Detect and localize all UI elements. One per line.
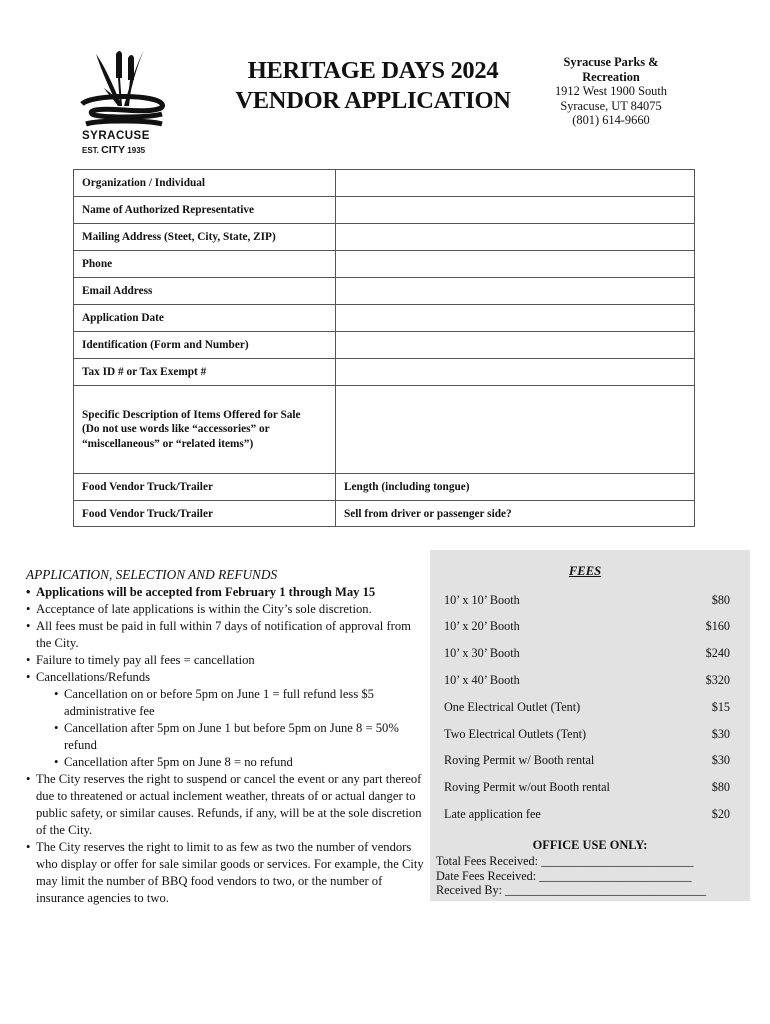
phone-field[interactable] (336, 251, 695, 278)
logo-city-name: SYRACUSE (82, 130, 150, 142)
fee-name: Roving Permit w/ Booth rental (444, 753, 595, 767)
fee-amount: $15 (711, 700, 730, 714)
org-name-line-2: Recreation (582, 69, 640, 84)
sub-list-item: • Cancellation after 5pm on June 1 but before 5pm on June 8 = 50% refund (36, 720, 426, 754)
fee-row (444, 780, 730, 796)
form-row (74, 359, 695, 386)
fee-name: 10’ x 20’ Booth (444, 619, 520, 633)
fee-name: 10’ x 10’ Booth (444, 593, 520, 607)
fee-row (444, 700, 730, 716)
fee-row (444, 807, 730, 823)
fee-row (444, 593, 730, 609)
list-item: • All fees must be paid in full within 7 days of notification of approval from the City. (26, 618, 426, 652)
fee-amount: $30 (711, 727, 730, 741)
list-item: • The City reserves the right to limit to as few as two the number of vendors who display or offer for sale similar goods or services. For example, the City may limit the number of BBQ food vendors to two, or the number of insurance agencies to two. (26, 839, 426, 907)
fees-title: FEES (568, 564, 602, 578)
form-label: Tax ID # or Tax Exempt # (74, 359, 336, 386)
description-label-line: “miscellaneous” or “related items”) (82, 437, 254, 450)
fee-amount: $320 (705, 673, 730, 687)
form-row (74, 305, 695, 332)
total-fees-received-field[interactable]: Total Fees Received: _________________________ (436, 854, 694, 868)
form-row (74, 501, 695, 527)
list-item: • Failure to timely pay all fees = cancellation (26, 652, 426, 669)
form-row (74, 170, 695, 197)
email-field[interactable] (336, 278, 695, 305)
form-label (74, 386, 336, 474)
form-row (74, 197, 695, 224)
list-item: • The City reserves the right to suspend or cancel the event or any part thereof due to threatened or actual inclement weather, threats of or actual danger to public safety, or similar causes. Refunds, if any, will be at the sole discretion of the City. (26, 771, 426, 839)
form-label: Identification (Form and Number) (74, 332, 336, 359)
fee-row (444, 753, 730, 769)
truck-side-field[interactable]: Sell from driver or passenger side? (336, 501, 695, 527)
organization-field[interactable] (336, 170, 695, 197)
fee-row (444, 727, 730, 743)
description-label-line: Specific Description of Items Offered for Sale (82, 408, 301, 421)
form-label: Organization / Individual (74, 170, 336, 197)
title-line-1: HERITAGE DAYS 2024 (247, 57, 499, 84)
form-label: Food Vendor Truck/Trailer (74, 474, 336, 501)
form-label: Email Address (74, 278, 336, 305)
fee-name: One Electrical Outlet (Tent) (444, 700, 581, 714)
phone-number: (801) 614-9660 (572, 113, 650, 128)
fee-name: 10’ x 40’ Booth (444, 673, 520, 687)
form-label: Name of Authorized Representative (74, 197, 336, 224)
street-address: 1912 West 1900 South (554, 84, 668, 99)
organization-address (548, 55, 674, 128)
fee-name: Late application fee (444, 807, 541, 821)
logo-established (82, 144, 145, 156)
received-by-field[interactable]: Received By: _________________________________ (436, 883, 707, 897)
form-label: Application Date (74, 305, 336, 332)
list-item: • Acceptance of late applications is within the City’s sole discretion. (26, 601, 426, 618)
form-row (74, 386, 695, 474)
sub-list-item: • Cancellation on or before 5pm on June 1 = full refund less $5 administrative fee (36, 686, 426, 720)
vendor-application-form (73, 169, 695, 527)
form-label: Phone (74, 251, 336, 278)
form-row (74, 224, 695, 251)
fee-row (444, 673, 730, 689)
fee-row (444, 619, 730, 635)
date-fees-received-field[interactable]: Date Fees Received: _________________________ (436, 869, 692, 883)
application-date-field[interactable] (336, 305, 695, 332)
city-state-zip: Syracuse, UT 84075 (560, 98, 662, 113)
terms-list (26, 584, 426, 907)
org-name-line-1: Syracuse Parks & (563, 55, 659, 69)
fee-amount: $160 (705, 619, 730, 633)
cattail-logo-icon (78, 48, 170, 130)
list-item: • Applications will be accepted from February 1 through May 15 (26, 584, 426, 601)
form-label: Mailing Address (Steet, City, State, ZIP) (74, 224, 336, 251)
form-row (74, 474, 695, 501)
fee-row (444, 646, 730, 662)
items-description-field[interactable] (336, 386, 695, 474)
form-row (74, 251, 695, 278)
truck-length-field[interactable]: Length (including tongue) (336, 474, 695, 501)
application-terms-title: APPLICATION, SELECTION AND REFUNDS (26, 567, 278, 582)
form-row (74, 278, 695, 305)
tax-id-field[interactable] (336, 359, 695, 386)
representative-name-field[interactable] (336, 197, 695, 224)
logo-city-label: CITY (101, 144, 126, 156)
refund-sub-list (36, 686, 426, 771)
mailing-address-field[interactable] (336, 224, 695, 251)
fee-amount: $20 (711, 807, 730, 821)
fee-amount: $80 (711, 780, 730, 794)
form-label: Food Vendor Truck/Trailer (74, 501, 336, 527)
fees-panel (430, 550, 750, 901)
page-title (214, 56, 532, 116)
fee-amount: $80 (711, 593, 730, 607)
form-row (74, 332, 695, 359)
description-label-line: (Do not use words like “accessories” or (82, 423, 270, 436)
fee-name: Roving Permit w/out Booth rental (444, 780, 610, 794)
logo-year: 1935 (127, 146, 146, 155)
application-terms (26, 566, 426, 907)
fee-amount: $240 (705, 646, 730, 660)
office-use-title: OFFICE USE ONLY: (532, 838, 648, 852)
fee-name: Two Electrical Outlets (Tent) (444, 727, 587, 741)
fee-amount: $30 (711, 753, 730, 767)
sub-list-item: • Cancellation after 5pm on June 8 = no refund (36, 754, 426, 771)
identification-field[interactable] (336, 332, 695, 359)
list-item-text: Cancellations/Refunds (36, 670, 151, 684)
title-line-2: VENDOR APPLICATION (235, 87, 511, 114)
logo-est-label: EST. (82, 146, 99, 155)
fee-name: 10’ x 30’ Booth (444, 646, 520, 660)
syracuse-city-logo (78, 48, 170, 154)
list-item (26, 669, 426, 771)
